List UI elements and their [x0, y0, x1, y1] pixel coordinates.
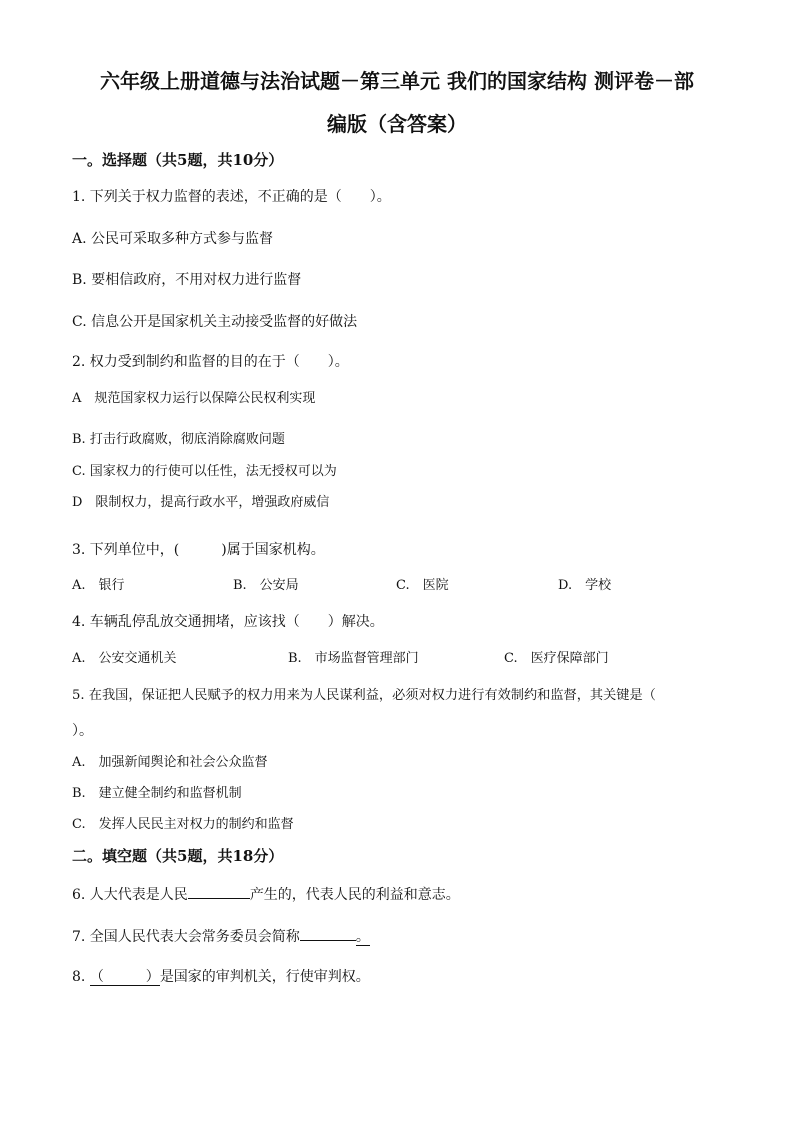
question-4-option-a: A. 公安交通机关: [72, 651, 177, 666]
document-title-line-1: 六年级上册道德与法治试题－第三单元 我们的国家结构 测评卷－部: [100, 69, 694, 93]
question-1-option-b: B. 要相信政府，不用对权力进行监督: [72, 272, 302, 288]
question-4-stem: 4. 车辆乱停乱放交通拥堵，应该找（ ）解决。: [72, 614, 384, 630]
question-6-text-before: 6. 人大代表是人民: [72, 887, 188, 903]
question-3-option-a: A. 银行: [72, 578, 125, 593]
question-7: [72, 925, 370, 947]
document-title-line-2: 编版（含答案）: [327, 112, 467, 136]
question-4-option-b: B. 市场监督管理部门: [288, 651, 419, 666]
question-3-option-c: C. 医院: [396, 578, 449, 593]
question-7-answer-blank[interactable]: [300, 925, 356, 941]
question-5-option-a: A. 加强新闻舆论和社会公众监督: [72, 755, 268, 770]
question-2-option-a: A 规范国家权力运行以保障公民权利实现: [72, 391, 316, 406]
question-1-option-a: A. 公民可采取多种方式参与监督: [72, 231, 274, 247]
question-3-option-b: B. 公安局: [233, 578, 299, 593]
question-7-text-before: 7. 全国人民代表大会常务委员会简称: [72, 929, 300, 945]
question-3-option-d: D. 学校: [558, 578, 612, 593]
question-2-option-d: D 限制权力，提高行政水平，增强政府威信: [72, 495, 330, 510]
question-2-stem: 2. 权力受到制约和监督的目的在于（ ）。: [72, 354, 349, 370]
question-5-stem-line-1: 5. 在我国，保证把人民赋予的权力用来为人民谋利益，必须对权力进行有效制约和监督，其关键是（: [72, 688, 656, 703]
question-2-option-c: C. 国家权力的行使可以任性，法无授权可以为: [72, 464, 337, 479]
section-heading-fill-blank: 二。填空题（共5题，共18分）: [72, 847, 284, 865]
question-1-stem: 1. 下列关于权力监督的表述，不正确的是（ ）。: [72, 189, 391, 205]
question-2-option-b: B. 打击行政腐败，彻底消除腐败问题: [72, 432, 285, 447]
question-6-text-after: 产生的，代表人民的利益和意志。: [249, 887, 460, 903]
question-5-option-b: B. 建立健全制约和监督机制: [72, 786, 242, 801]
question-1-option-c: C. 信息公开是国家机关主动接受监督的好做法: [72, 314, 358, 330]
question-4-option-c: C. 医疗保障部门: [504, 651, 609, 666]
question-8-answer-blank[interactable]: （ ）: [89, 969, 160, 985]
question-8-text-after: 是国家的审判机关，行使审判权。: [159, 969, 370, 985]
question-5-stem-line-2: ）。: [72, 723, 93, 739]
question-8: [72, 967, 370, 987]
question-6: [72, 883, 460, 905]
question-5-option-c: C. 发挥人民民主对权力的制约和监督: [72, 817, 294, 832]
question-7-text-after: 。: [355, 929, 370, 945]
question-8-number: 8.: [72, 969, 90, 985]
section-heading-choice: 一。选择题（共5题，共10分）: [72, 151, 284, 169]
question-3-stem: 3. 下列单位中，( )属于国家机构。: [72, 542, 325, 558]
question-6-answer-blank[interactable]: [188, 883, 250, 899]
